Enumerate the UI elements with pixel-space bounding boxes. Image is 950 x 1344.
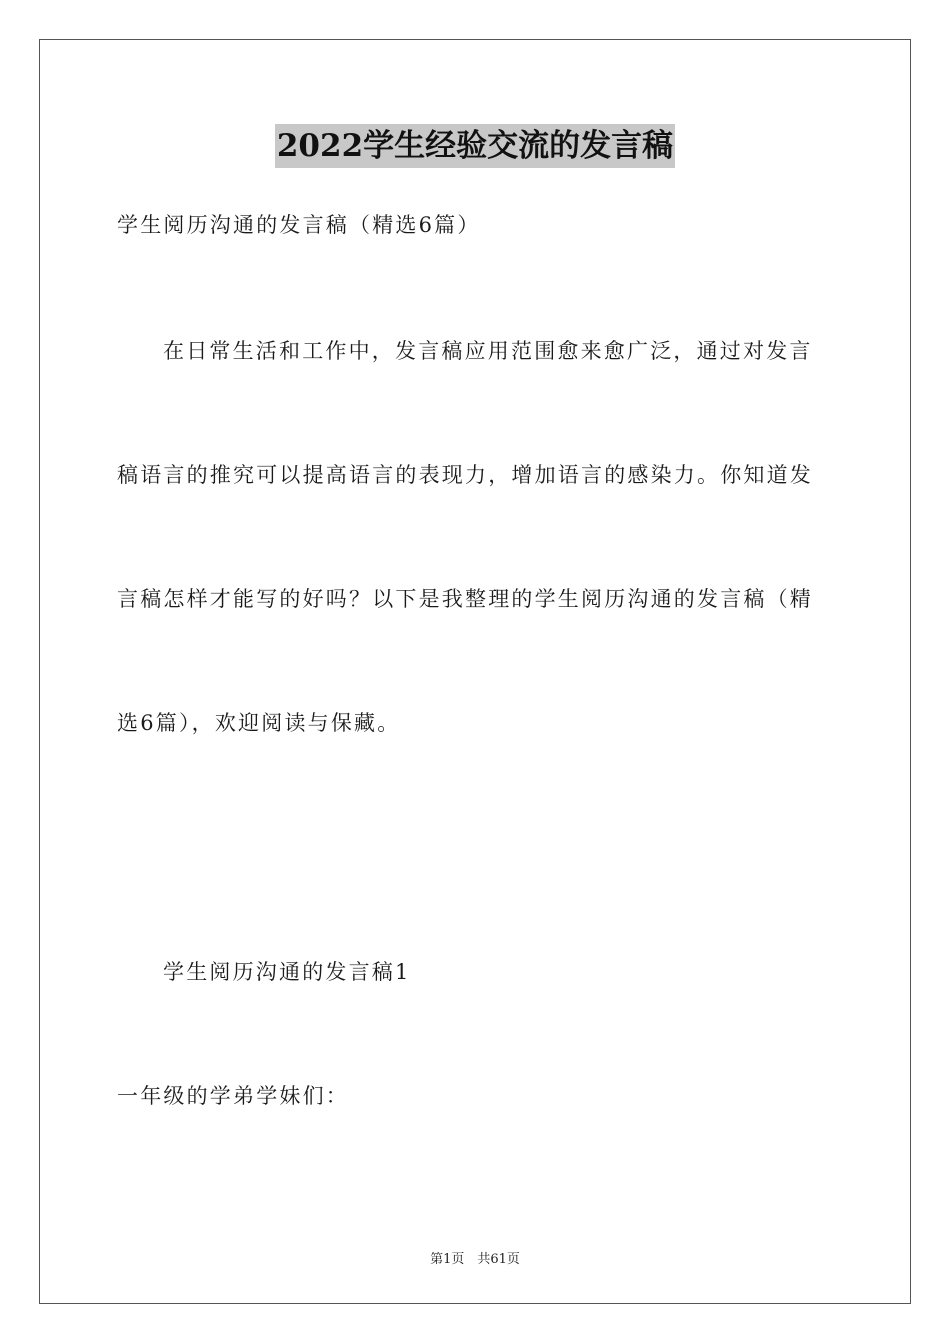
intro-line: 在日常生活和工作中，发言稿应用范围愈来愈广泛，通过对发言 (163, 339, 813, 363)
intro-line: 选6篇），欢迎阅读与保藏。 (117, 711, 401, 735)
intro-line: 稿语言的推究可以提高语言的表现力，增加语言的感染力。你知道发 (117, 463, 813, 487)
section-heading: 学生阅历沟通的发言稿1 (163, 960, 411, 984)
salutation: 一年级的学弟学妹们： (117, 1084, 349, 1108)
document-title: 2022学生经验交流的发言稿 (275, 124, 675, 168)
page-number-footer: 第1页 共61页 (430, 1252, 520, 1267)
intro-line: 言稿怎样才能写的好吗？以下是我整理的学生阅历沟通的发言稿（精 (117, 587, 813, 611)
document-subtitle: 学生阅历沟通的发言稿（精选6篇） (117, 213, 481, 237)
title-container (0, 124, 950, 168)
